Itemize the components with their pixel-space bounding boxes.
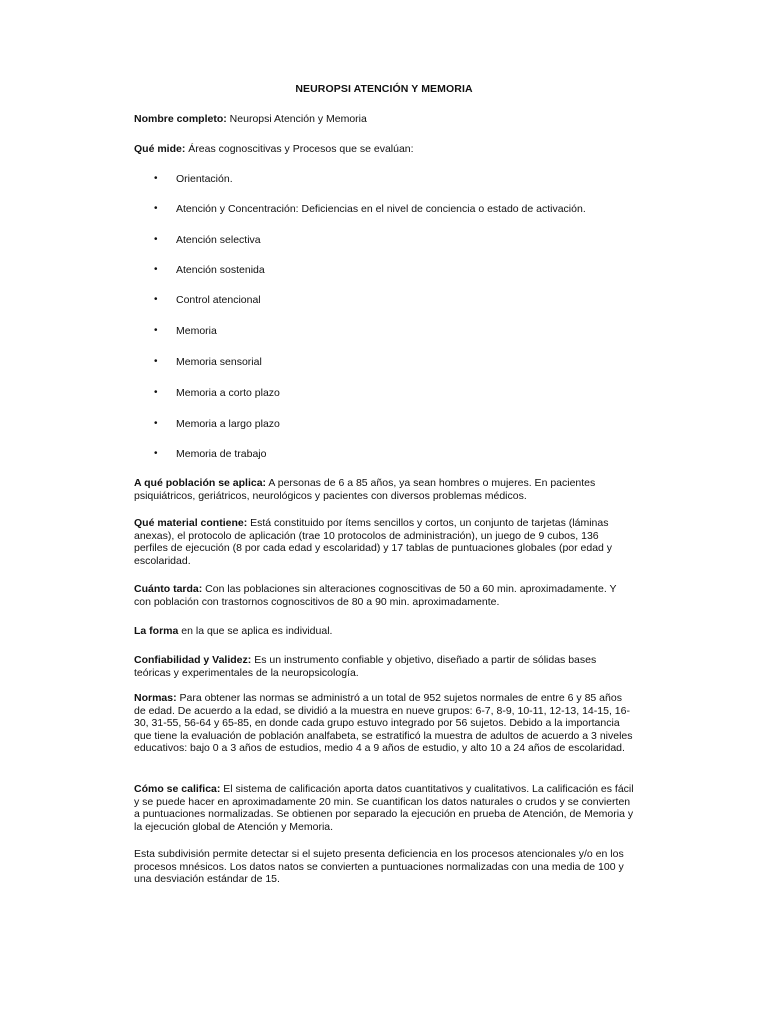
poblacion-text: A personas de 6 a 85 años, ya sean hombres o mujeres. En pacientes psiquiátricos, geriátricos, neurológicos y pacientes con diversos problemas médicos. <box>134 477 596 502</box>
forma-label: La forma <box>134 625 179 637</box>
bullet-dot: • <box>154 203 158 214</box>
bullet-text: Memoria de trabajo <box>176 448 267 460</box>
material-paragraph <box>134 517 634 567</box>
que-mide-label: Qué mide: <box>134 143 186 155</box>
bullet-dot: • <box>154 294 158 305</box>
poblacion-paragraph <box>134 477 634 502</box>
document-title: NEUROPSI ATENCIÓN Y MEMORIA <box>295 83 473 95</box>
normas-text: Para obtener las normas se administró a un total de 952 sujetos normales de entre 6 y 85 años de edad. De acuerdo a la edad, se dividió a la muestra en nueve grupos: 6-7, 8-9, 10-11, 12-13, 14-15, 16-30, 31-55, 56-64 y 65-85, en donde cada grupo estuvo integrado por 56 sujetos. Debido a la importancia que tiene la evaluación de población analfabeta, se estratificó la muestra de adultos de acuerdo a 3 niveles educativos: bajo 0 a 3 años de estudios, medio 4 a 9 años de estudio, y alto 10 a 24 años de escolaridad. <box>134 692 633 755</box>
normas-label: Normas: <box>134 692 177 704</box>
cuanto-tarda-text: Con las poblaciones sin alteraciones cognoscitivas de 50 a 60 min. aproximadamente. Y con población con trastornos cognoscitivos de 80 a 90 min. aproximadamente. <box>134 583 617 608</box>
bullet-text: Atención y Concentración: Deficiencias en el nivel de conciencia o estado de activación. <box>176 203 586 215</box>
bullet-dot: • <box>154 356 158 367</box>
cuanto-tarda-label: Cuánto tarda: <box>134 583 203 595</box>
bullet-text: Control atencional <box>176 294 261 306</box>
nombre-completo-paragraph <box>134 113 634 126</box>
bullet-text: Memoria a corto plazo <box>176 387 280 399</box>
material-label: Qué material contiene: <box>134 517 248 529</box>
bullet-dot: • <box>154 264 158 275</box>
bullet-text: Atención selectiva <box>176 234 261 246</box>
confiabilidad-text: Es un instrumento confiable y objetivo, diseñado a partir de sólidas bases teóricas y experimentales de la neuropsicología. <box>134 654 597 679</box>
como-se-califica-text: El sistema de calificación aporta datos cuantitativos y cualitativos. La calificación es fácil y se puede hacer en aproximadamente 20 min. Se cuantifican los datos naturales o crudos y se convierten a puntuaciones normalizadas. Se obtienen por separado la ejecución en prueba de Atención, de Memoria y la ejecución global de Atención y Memoria. <box>134 783 634 833</box>
como-se-califica-label: Cómo se califica: <box>134 783 221 795</box>
bullet-dot: • <box>154 387 158 398</box>
bullet-dot: • <box>154 173 158 184</box>
subdivision-text: Esta subdivisión permite detectar si el sujeto presenta deficiencia en los procesos atencionales y/o en los procesos mnésicos. Los datos natos se convierten a puntuaciones normalizadas con una media de 100 y una desviación estándar de 15. <box>134 848 624 886</box>
bullet-dot: • <box>154 448 158 459</box>
bullet-text: Memoria <box>176 325 217 337</box>
como-se-califica-paragraph <box>134 783 634 833</box>
material-text: Está constituido por ítems sencillos y cortos, un conjunto de tarjetas (láminas anexas), el protocolo de aplicación (trae 10 protocolos de administración), un juego de 9 cubos, 136 perfiles de ejecución (8 por cada edad y escolaridad) y 17 tablas de puntuaciones globales (por edad y escolaridad. <box>134 517 613 567</box>
bullet-text: Atención sostenida <box>176 264 265 276</box>
confiabilidad-paragraph <box>134 654 634 679</box>
bullet-text: Memoria a largo plazo <box>176 418 280 430</box>
bullet-text: Orientación. <box>176 173 233 185</box>
nombre-completo-text: Neuropsi Atención y Memoria <box>226 113 367 125</box>
poblacion-label: A qué población se aplica: <box>134 477 267 489</box>
que-mide-paragraph <box>134 143 634 156</box>
subdivision-paragraph <box>134 848 634 886</box>
bullet-text: Memoria sensorial <box>176 356 262 368</box>
normas-paragraph <box>134 692 634 755</box>
bullet-dot: • <box>154 325 158 336</box>
bullet-dot: • <box>154 418 158 429</box>
cuanto-tarda-paragraph <box>134 583 634 608</box>
forma-paragraph <box>134 625 634 638</box>
que-mide-text: Áreas cognoscitivas y Procesos que se evalúan: <box>185 143 414 155</box>
bullet-dot: • <box>154 234 158 245</box>
confiabilidad-label: Confiabilidad y Validez: <box>134 654 252 666</box>
nombre-completo-label: Nombre completo: <box>134 113 227 125</box>
forma-text: en la que se aplica es individual. <box>178 625 333 637</box>
